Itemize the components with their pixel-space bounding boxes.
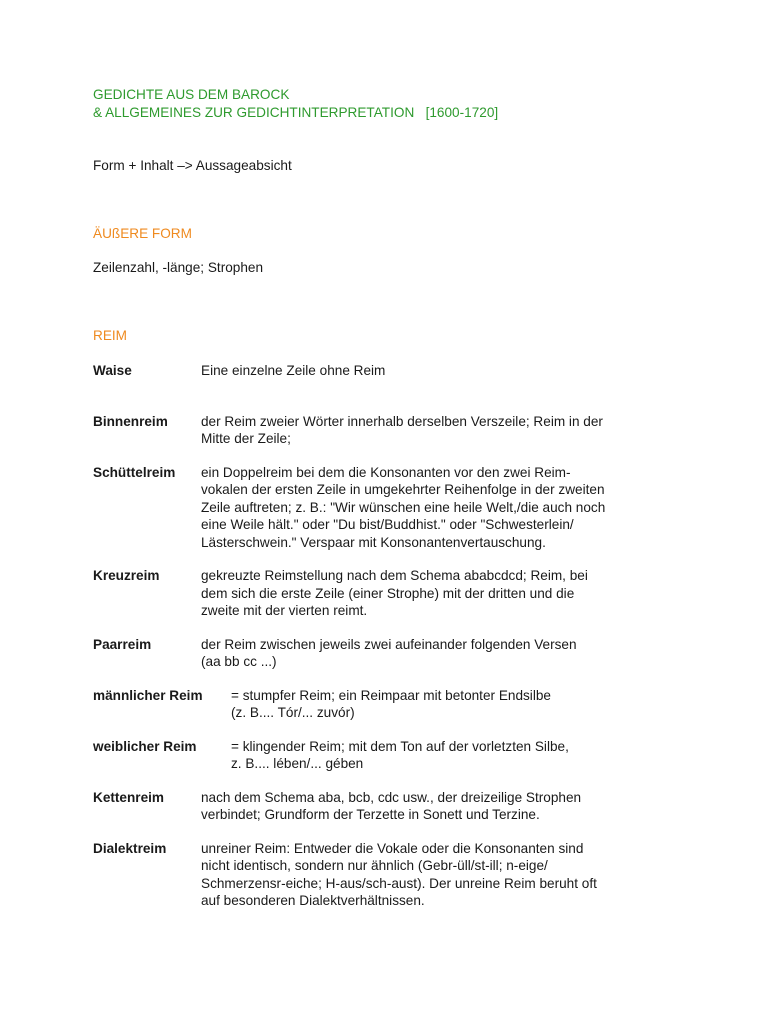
document-page (93, 86, 693, 910)
term-definition (231, 738, 693, 773)
definition-line: nach dem Schema aba, bcb, cdc usw., der dreizeilige Strophen (201, 789, 582, 805)
definition-line: Zeile auftreten; z. B.: "Wir wünschen eine heile Welt,/die auch noch (201, 499, 606, 515)
definition-line: (aa bb cc ...) (201, 654, 277, 669)
term-row-waise (93, 362, 693, 380)
term-definition (201, 636, 693, 671)
term-label: weiblicher Reim (93, 738, 197, 754)
term-definition (201, 567, 693, 620)
term-label: Waise (93, 363, 132, 378)
term-definition (201, 413, 693, 448)
definition-line: unreiner Reim: Entweder die Vokale oder die Konsonanten sind (201, 840, 584, 856)
term-label: Binnenreim (93, 413, 168, 429)
term-row-binnenreim (93, 413, 693, 448)
definition-line: eine Weile hält." oder "Du bist/Buddhist." oder "Schwesterlein/ (201, 517, 574, 532)
definition-line: Mitte der Zeile; (201, 431, 291, 446)
section-heading-aeussere-form: ÄUßERE FORM (93, 225, 192, 241)
term-definition (231, 687, 693, 722)
definition-line: der Reim zweier Wörter innerhalb derselben Verszeile; Reim in der (201, 413, 603, 429)
term-label: Dialektreim (93, 840, 167, 856)
term-row-kreuzreim (93, 567, 693, 620)
term-label: Paarreim (93, 636, 152, 652)
definition-line: (z. B.... Tór/... zuvór) (231, 705, 355, 720)
definition-line: z. B.... lében/... gében (231, 756, 364, 771)
term-row-weiblicher-reim (93, 738, 693, 773)
definition-line: ein Doppelreim bei dem die Konsonanten vor den zwei Reim- (201, 464, 571, 480)
section-heading-reim: REIM (93, 327, 127, 343)
definition-line: Schmerzensr-eiche; H-aus/sch-aust). Der unreine Reim beruht oft (201, 875, 597, 891)
term-row-paarreim (93, 636, 693, 671)
definition-line: auf besonderen Dialektverhältnissen. (201, 893, 425, 908)
term-label: Kettenreim (93, 789, 165, 805)
term-definition (201, 840, 693, 910)
term-label: Schüttelreim (93, 464, 176, 480)
term-definition (201, 789, 693, 824)
definition-line: Lästerschwein." Verspaar mit Konsonantenvertauschung. (201, 534, 546, 550)
term-row-kettenreim (93, 789, 693, 824)
definition-line: zweite mit der vierten reimt. (201, 603, 368, 618)
definition-line: gekreuzte Reimstellung nach dem Schema ababcdcd; Reim, bei (201, 568, 588, 583)
term-row-schuettelreim (93, 464, 693, 552)
document-title (93, 86, 693, 121)
definition-line: = klingender Reim; mit dem Ton auf der vorletzten Silbe, (231, 738, 569, 754)
definition-line: vokalen der ersten Zeile in umgekehrter Reihenfolge in der zweiten (201, 482, 605, 497)
term-row-maennlicher-reim (93, 687, 693, 722)
term-list (93, 362, 693, 910)
definition-line: verbindet; Grundform der Terzette in Sonett und Terzine. (201, 807, 540, 822)
title-line-1: GEDICHTE AUS DEM BAROCK (93, 87, 290, 102)
definition-line: Eine einzelne Zeile ohne Reim (201, 363, 386, 378)
term-row-dialektreim (93, 840, 693, 910)
term-definition (201, 464, 693, 552)
definition-line: nicht identisch, sondern nur ähnlich (Gebr-üll/st-ill; n-eige/ (201, 858, 548, 873)
definition-line: dem sich die erste Zeile (einer Strophe) mit der dritten und die (201, 585, 575, 601)
term-label: männlicher Reim (93, 687, 203, 703)
title-line-2: & ALLGEMEINES ZUR GEDICHTINTERPRETATION [1600-1720] (93, 104, 499, 120)
definition-line: = stumpfer Reim; ein Reimpaar mit betonter Endsilbe (231, 687, 551, 703)
term-label: Kreuzreim (93, 568, 160, 583)
formula-line: Form + Inhalt –> Aussageabsicht (93, 158, 292, 173)
term-definition (201, 362, 693, 380)
aeussere-form-text: Zeilenzahl, -länge; Strophen (93, 260, 264, 275)
definition-line: der Reim zwischen jeweils zwei aufeinander folgenden Versen (201, 636, 577, 652)
